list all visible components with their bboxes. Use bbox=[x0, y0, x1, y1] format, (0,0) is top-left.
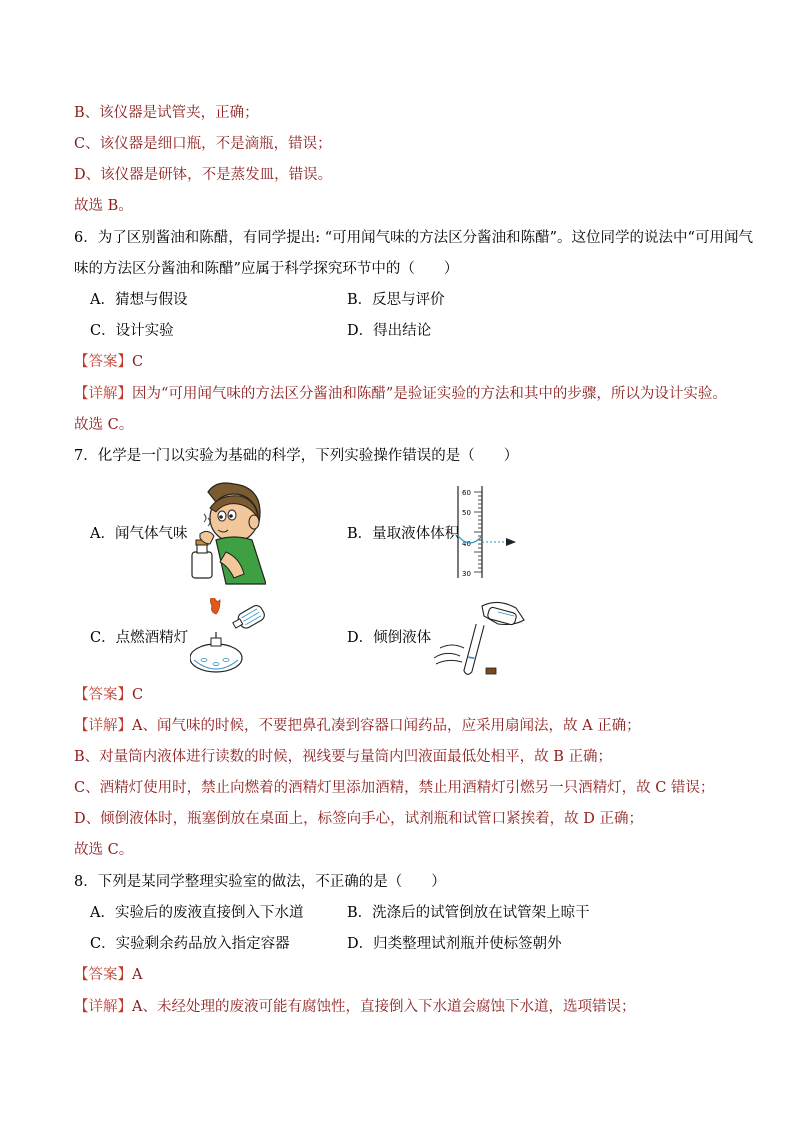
graduated-cylinder-figure bbox=[440, 484, 524, 580]
cylinder-tick-60: 60 bbox=[462, 489, 471, 497]
detail-text: A、闻气味的时候，不要把鼻孔凑到容器口闻药品，应采用扇闻法，故 A 正确； bbox=[132, 718, 641, 734]
cylinder-tick-50: 50 bbox=[462, 509, 471, 517]
q6-option-b: B．反思与评价 bbox=[347, 292, 445, 308]
q7-detail-d: D、倾倒液体时，瓶塞倒放在桌面上，标签向手心，试剂瓶和试管口紧挨着，故 D 正确； bbox=[74, 811, 643, 827]
answer-value: C bbox=[132, 687, 144, 703]
q7-stem: 7．化学是一门以实验为基础的科学，下列实验操作错误的是（ ） bbox=[74, 448, 519, 464]
q6-stem-line1: 6．为了区别酱油和陈醋，有同学提出: “可用闻气味的方法区分酱油和陈醋”。这位同学的说法中“可用闻气 bbox=[74, 230, 753, 246]
q8-stem: 8．下列是某同学整理实验室的做法，不正确的是（ ） bbox=[74, 874, 446, 890]
cylinder-tick-30: 30 bbox=[462, 570, 471, 578]
answer-tag: 【答案】 bbox=[74, 967, 132, 983]
q7-option-d: D．倾倒液体 bbox=[347, 630, 432, 646]
detail-tag: 【详解】 bbox=[74, 386, 132, 402]
q6-option-d: D．得出结论 bbox=[347, 323, 432, 339]
q7-option-b: B．量取液体体积 bbox=[347, 526, 460, 542]
q8-option-a: A．实验后的废液直接倒入下水道 bbox=[90, 905, 304, 921]
cylinder-tick-40: 40 bbox=[462, 540, 471, 548]
q7-detail-c: C、酒精灯使用时，禁止向燃着的酒精灯里添加酒精，禁止用酒精灯引燃另一只酒精灯，故 C 错误； bbox=[74, 780, 715, 796]
q8-option-b: B．洗涤后的试管倒放在试管架上晾干 bbox=[347, 905, 590, 921]
q7-detail-b: B、对量筒内液体进行读数的时候，视线要与量筒内凹液面最低处相平，故 B 正确； bbox=[74, 749, 613, 765]
detail-tag: 【详解】 bbox=[74, 718, 132, 734]
q6-answer bbox=[74, 352, 143, 372]
q8-option-d: D．归类整理试剂瓶并使标签朝外 bbox=[347, 936, 562, 952]
q8-detail-a bbox=[74, 997, 635, 1017]
q7-option-c: C．点燃酒精灯 bbox=[90, 630, 189, 646]
q6-detail bbox=[74, 384, 727, 404]
detail-tag: 【详解】 bbox=[74, 999, 132, 1015]
alcohol-lamp-figure bbox=[190, 598, 276, 678]
q6-stem-line2: 味的方法区分酱油和陈醋”应属于科学探究环节中的（ ） bbox=[74, 261, 459, 277]
prev-choice: 故选 B。 bbox=[74, 198, 133, 214]
q7-answer bbox=[74, 685, 143, 705]
prev-line-b: B、该仪器是试管夹，正确； bbox=[74, 105, 259, 121]
answer-tag: 【答案】 bbox=[74, 687, 132, 703]
answer-tag: 【答案】 bbox=[74, 354, 132, 370]
q7-choice: 故选 C。 bbox=[74, 842, 134, 858]
detail-text: 因为“可用闻气味的方法区分酱油和陈醋”是验证实验的方法和其中的步骤，所以为设计实验。 bbox=[132, 386, 727, 402]
q8-option-c: C．实验剩余药品放入指定容器 bbox=[90, 936, 290, 952]
detail-text: A、未经处理的废液可能有腐蚀性，直接倒入下水道会腐蚀下水道，选项错误； bbox=[132, 999, 636, 1015]
smelling-gas-figure bbox=[186, 478, 266, 586]
eye-icon bbox=[506, 538, 516, 546]
q7-detail-a bbox=[74, 716, 641, 736]
q6-option-a: A．猜想与假设 bbox=[90, 292, 188, 308]
q7-option-a: A．闻气体气味 bbox=[90, 526, 188, 542]
answer-value: C bbox=[132, 354, 144, 370]
answer-value: A bbox=[132, 967, 143, 983]
stopper-icon bbox=[486, 668, 496, 674]
q8-answer bbox=[74, 965, 142, 985]
flame-icon bbox=[210, 598, 220, 614]
prev-line-d: D、该仪器是研钵，不是蒸发皿，错误。 bbox=[74, 167, 333, 183]
prev-line-c: C、该仪器是细口瓶，不是滴瓶，错误； bbox=[74, 136, 332, 152]
pouring-liquid-figure bbox=[428, 598, 528, 680]
q6-option-c: C．设计实验 bbox=[90, 323, 174, 339]
q6-choice: 故选 C。 bbox=[74, 417, 134, 433]
